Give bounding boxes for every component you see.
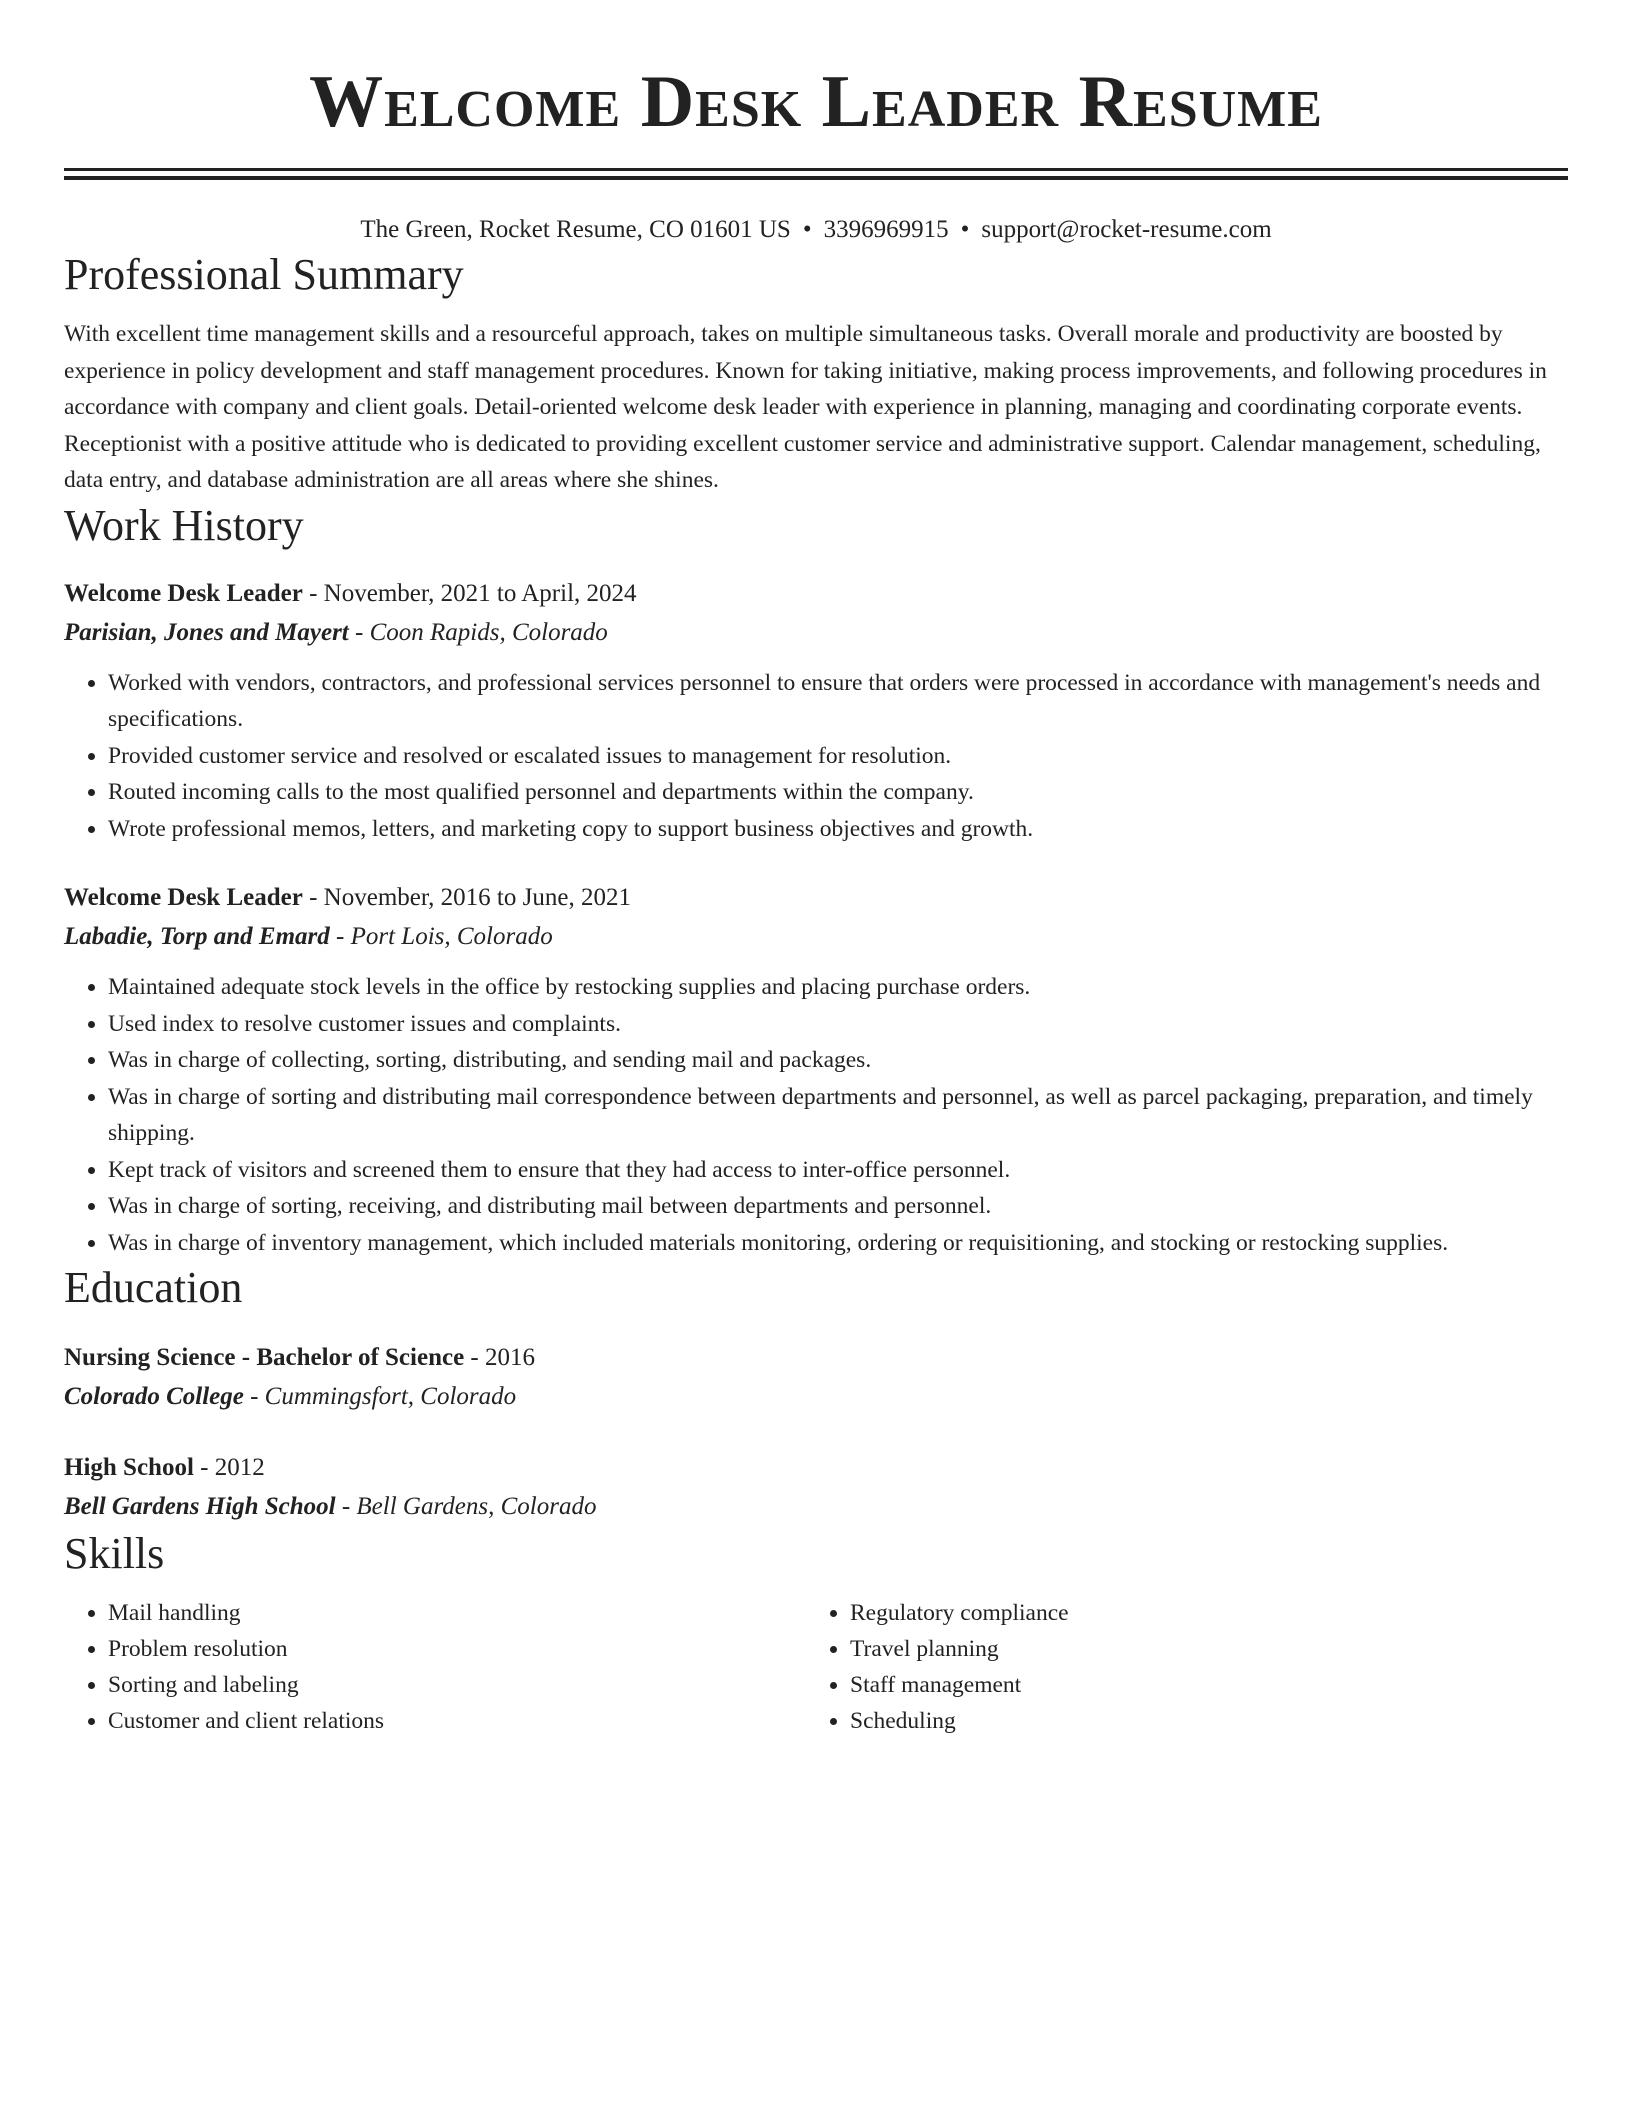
job-dates: - November, 2016 to June, 2021 [302, 884, 631, 911]
education-school-line [64, 1487, 1568, 1527]
job-bullet: • Was in charge of sorting and distributing mail correspondence between departments and personnel, as well as parcel packaging, preparation, and timely shipping. [108, 1079, 1568, 1152]
education-degree-line [64, 1339, 1568, 1377]
resume-title: Welcome Desk Leader Resume [309, 61, 1323, 143]
work-history-heading: Work History [64, 500, 304, 550]
contact-line [64, 212, 1568, 248]
contact-phone: 3396969915 [823, 216, 949, 243]
education-school-line [64, 1377, 1568, 1417]
education-school: Colorado College [64, 1383, 244, 1410]
education-school: Bell Gardens High School [64, 1493, 336, 1520]
skills-list-right [806, 1595, 1548, 1739]
summary-text: With excellent time management skills and a resourceful approach, takes on multiple simultaneous tasks. Overall morale and productivity are boosted by experience in policy development and staff management procedures. Known for taking initiative, making process improvements, and following procedures in accordance with company and client goals. Detail-oriented welcome desk leader with experience in planning, managing and coordinating corporate events. Receptionist with a positive attitude who is dedicated to providing excellent customer service and administrative support. Calendar management, scheduling, data entry, and database administration are all areas where she shines. [64, 321, 1547, 493]
education-degree: Nursing Science - Bachelor of Science [64, 1344, 465, 1371]
skill-item: • Regulatory compliance [850, 1595, 1548, 1631]
skill-item: • Mail handling [108, 1595, 806, 1631]
skills-columns [64, 1595, 1568, 1739]
education-degree-line [64, 1449, 1568, 1487]
job-role: Welcome Desk Leader [64, 884, 303, 911]
skills-heading: Skills [64, 1529, 165, 1578]
job-bullet: • Worked with vendors, contractors, and professional services personnel to ensure that orders were processed in accordance with management's needs and specifications. [108, 665, 1568, 738]
job-dates: - November, 2021 to April, 2024 [302, 579, 637, 607]
education-entry [64, 1339, 1568, 1417]
job-bullet: • Routed incoming calls to the most qualified personnel and departments within the company. [108, 774, 1568, 811]
skill-item: • Sorting and labeling [108, 1667, 806, 1703]
job-location: - Coon Rapids, Colorado [348, 618, 608, 646]
job-bullet: • Was in charge of collecting, sorting, distributing, and sending mail and packages. [108, 1042, 1568, 1079]
contact-email: support@rocket-resume.com [981, 216, 1272, 243]
education-year: - 2012 [193, 1454, 265, 1481]
education-degree: High School [64, 1454, 194, 1481]
skill-item: • Problem resolution [108, 1631, 806, 1667]
job-company-line [64, 917, 1568, 957]
contact-address: The Green, Rocket Resume, CO 01601 US [360, 216, 791, 243]
education-location: - Cummingsfort, Colorado [243, 1383, 517, 1410]
job-title-line [64, 879, 1568, 917]
job-role: Welcome Desk Leader [64, 579, 303, 607]
job-bullet: • Kept track of visitors and screened them to ensure that they had access to inter-office personnel. [108, 1152, 1568, 1189]
education-entry [64, 1449, 1568, 1527]
summary-heading: Professional Summary [64, 250, 464, 299]
job-title-line [64, 575, 1568, 613]
job-entry [64, 879, 1568, 1261]
job-company: Parisian, Jones and Mayert [64, 618, 349, 646]
job-entry [64, 575, 1568, 848]
skill-item: • Staff management [850, 1667, 1548, 1703]
education-location: - Bell Gardens, Colorado [335, 1493, 597, 1520]
contact-separator: • [802, 216, 812, 243]
job-company-line [64, 613, 1568, 653]
job-bullet: • Provided customer service and resolved or escalated issues to management for resolution. [108, 738, 1568, 775]
contact-separator: • [960, 216, 970, 243]
skills-list-left [64, 1595, 806, 1739]
job-bullet: • Used index to resolve customer issues and complaints. [108, 1006, 1568, 1043]
job-bullet: • Was in charge of sorting, receiving, and distributing mail between departments and personnel. [108, 1188, 1568, 1225]
job-location: - Port Lois, Colorado [329, 923, 553, 950]
title-double-rule [64, 168, 1568, 180]
skill-item: • Travel planning [850, 1631, 1548, 1667]
job-bullet: • Wrote professional memos, letters, and marketing copy to support business objectives and growth. [108, 811, 1568, 848]
job-company: Labadie, Torp and Emard [64, 923, 330, 950]
skill-item: • Customer and client relations [108, 1703, 806, 1739]
education-heading: Education [64, 1263, 243, 1312]
job-bullets [64, 665, 1568, 848]
job-bullet: • Was in charge of inventory management, which included materials monitoring, ordering or requisitioning, and stocking or restocking supplies. [108, 1225, 1568, 1262]
skill-item: • Scheduling [850, 1703, 1548, 1739]
education-year: - 2016 [464, 1344, 535, 1371]
job-bullet: • Maintained adequate stock levels in the office by restocking supplies and placing purchase orders. [108, 969, 1568, 1006]
job-bullets [64, 969, 1568, 1261]
